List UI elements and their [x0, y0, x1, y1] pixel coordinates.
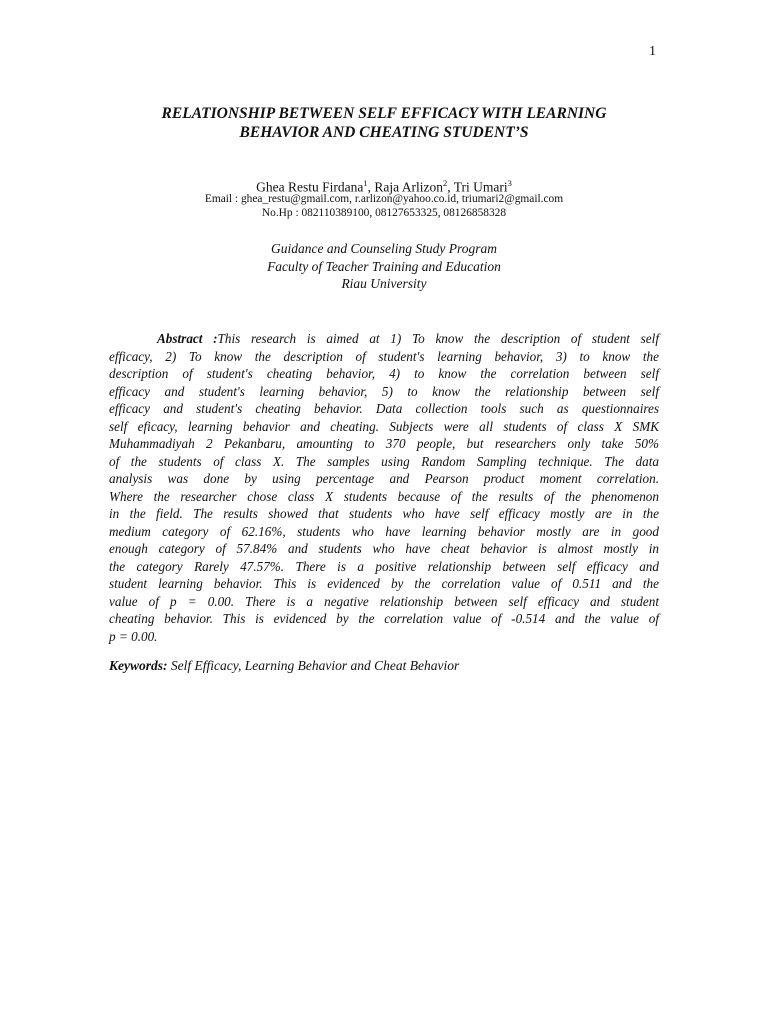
- paper-title: [110, 104, 658, 142]
- author-separator: ,: [367, 179, 375, 195]
- keywords: [109, 657, 659, 675]
- abstract-line: the category Rarely 47.57%. There is a positive relationship between self efficacy and: [109, 558, 659, 574]
- abstract-line: value of p = 0.00. There is a negative relationship between self efficacy and student: [109, 593, 659, 609]
- abstract-line: enough category of 57.84% and students who have cheat behavior is almost mostly in: [109, 541, 659, 556]
- contact-info: [110, 193, 658, 220]
- abstract-line: in the field. The results showed that students who have self efficacy mostly are in the: [109, 506, 659, 521]
- abstract-line: medium category of 62.16%, students who have learning behavior mostly are in good: [109, 523, 659, 539]
- abstract-line: analysis was done by using percentage and Pearson product moment correlation.: [109, 471, 659, 486]
- abstract-line: [109, 330, 659, 348]
- abstract-line: efficacy and student's cheating behavior. Data collection tools such as questionnaires: [109, 401, 659, 416]
- affiliation-faculty: Faculty of Teacher Training and Education: [267, 258, 501, 274]
- abstract-line: of the students of class X. The samples using Random Sampling technique. The data: [109, 453, 659, 469]
- affiliation-program: Guidance and Counseling Study Program: [271, 241, 497, 256]
- abstract-line: student learning behavior. This is evidenced by the correlation value of 0.511 and the: [109, 576, 659, 591]
- abstract-label: Abstract :: [157, 331, 218, 346]
- abstract-line-text: This research is aimed at 1) To know the description of student self: [217, 331, 659, 346]
- email-line: Email : ghea_restu@gmail.com, r.arlizon@yahoo.co.id, triumari2@gmail.com: [204, 193, 564, 205]
- author-name: Raja Arlizon: [374, 179, 443, 195]
- page-number: 1: [649, 44, 656, 59]
- author-affiliation-mark: 2: [442, 178, 448, 188]
- keywords-text: Self Efficacy, Learning Behavior and Cheat Behavior: [167, 658, 460, 673]
- paper-title-line-1: RELATIONSHIP BETWEEN SELF EFFICACY WITH LEARNING: [161, 105, 607, 122]
- abstract-line: efficacy, 2) To know the description of student's learning behavior, 3) to know the: [109, 348, 659, 364]
- abstract-line: efficacy and student's learning behavior, 5) to know the relationship between self: [109, 383, 659, 399]
- author-name: Ghea Restu Firdana: [256, 179, 364, 195]
- author-name: Tri Umari: [453, 179, 508, 195]
- abstract-line: description of student's cheating behavior, 4) to know the correlation between self: [109, 366, 659, 381]
- phone-line: No.Hp : 082110389100, 08127653325, 08126858328: [261, 206, 507, 219]
- paper-title-line-2: BEHAVIOR AND CHEATING STUDENT’S: [239, 124, 529, 141]
- affiliation: [110, 240, 658, 293]
- abstract-line: Muhammadiyah 2 Pekanbaru, amounting to 370 people, but researchers only take 50%: [109, 436, 659, 451]
- abstract-line: p = 0.00.: [109, 628, 158, 644]
- author-affiliation-mark: 1: [363, 178, 368, 188]
- keywords-label: Keywords:: [109, 658, 168, 673]
- abstract-line: Where the researcher chose class X students because of the results of the phenomenon: [109, 488, 659, 504]
- abstract-line: self eficacy, learning behavior and cheating. Subjects were all students of class X SMK: [109, 418, 659, 434]
- author-affiliation-mark: 3: [507, 178, 512, 188]
- abstract: [109, 330, 659, 645]
- abstract-line: cheating behavior. This is evidenced by the correlation value of -0.514 and the value of: [109, 611, 659, 626]
- affiliation-university: Riau University: [341, 276, 427, 291]
- author-separator: ,: [447, 179, 454, 195]
